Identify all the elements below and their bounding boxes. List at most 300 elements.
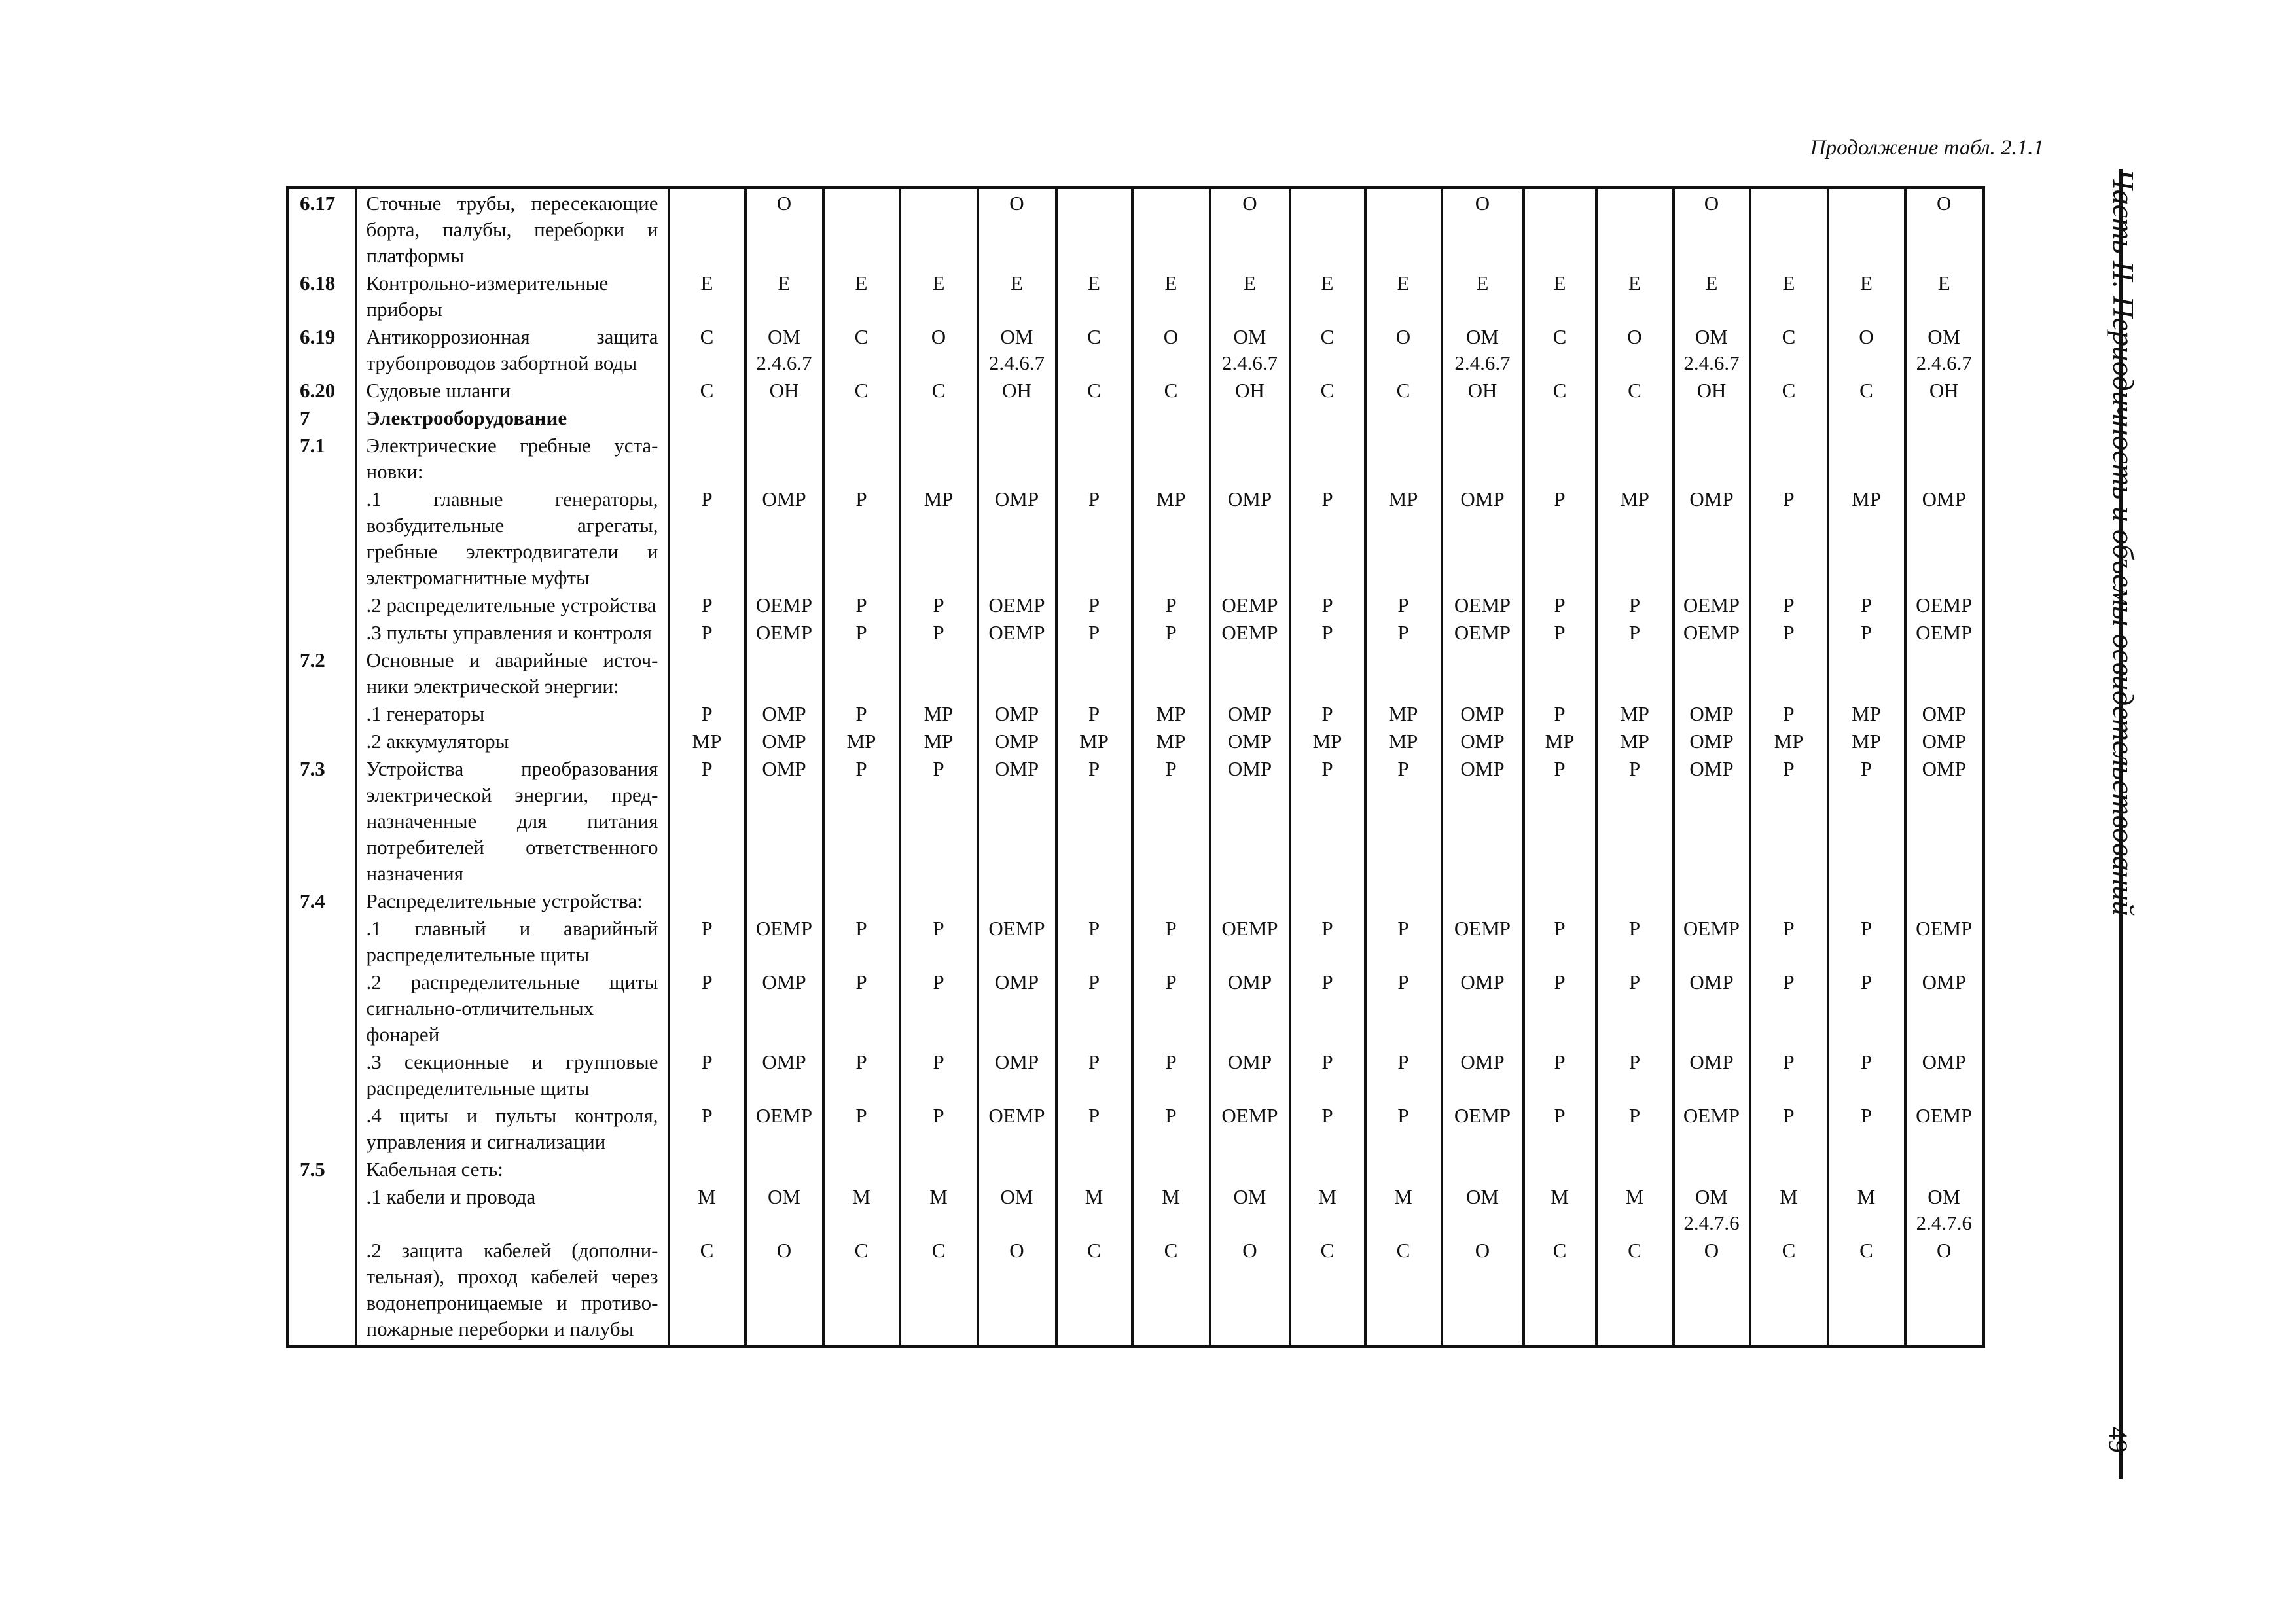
survey-code-cell: Е <box>1524 269 1596 323</box>
row-name: Контрольно-измерительные приборы <box>356 269 669 323</box>
survey-code-cell: С <box>1750 323 1828 376</box>
table-row <box>288 1236 1984 1347</box>
survey-code-cell <box>1132 1155 1210 1183</box>
survey-code-cell: С <box>669 1236 745 1347</box>
row-name: .1 кабели и провода <box>356 1183 669 1236</box>
survey-code-cell: МР <box>1056 727 1132 755</box>
survey-code-cell <box>1442 1155 1524 1183</box>
survey-code-cell: Р <box>1596 968 1674 1048</box>
row-name: Устройства преобразования электрической энергии, предназначенные для питания потребителей ответственного назначения <box>356 755 669 887</box>
row-number <box>288 1183 356 1236</box>
survey-code-cell: С <box>1596 376 1674 404</box>
survey-code-cell: Е <box>1290 269 1365 323</box>
survey-code-cell <box>1365 887 1442 914</box>
survey-code-cell: Р <box>1056 700 1132 727</box>
table-row <box>288 591 1984 618</box>
survey-code-cell: Р <box>1365 968 1442 1048</box>
row-number: 6.18 <box>288 269 356 323</box>
survey-code-cell: ОМ 2.4.6.7 <box>745 323 823 376</box>
survey-code-cell <box>1210 646 1290 700</box>
survey-code-cell <box>1132 887 1210 914</box>
survey-code-cell: М <box>1056 1183 1132 1236</box>
survey-code-cell <box>1442 404 1524 431</box>
survey-code-cell: ОМР <box>1442 755 1524 887</box>
table-row <box>288 914 1984 968</box>
row-number <box>288 968 356 1048</box>
survey-code-cell: ОЕМР <box>1442 591 1524 618</box>
survey-code-cell <box>1596 188 1674 270</box>
survey-code-cell: М <box>1132 1183 1210 1236</box>
survey-code-cell <box>1596 1155 1674 1183</box>
survey-code-cell: Р <box>669 1048 745 1101</box>
survey-code-cell: Р <box>1524 618 1596 646</box>
survey-code-cell: Р <box>823 755 900 887</box>
survey-code-cell: Р <box>1290 485 1365 591</box>
survey-code-cell: ОЕМР <box>745 618 823 646</box>
survey-code-cell: ОМР <box>1210 727 1290 755</box>
survey-code-cell: С <box>1524 1236 1596 1347</box>
survey-code-cell: ОМР <box>1442 1048 1524 1101</box>
survey-code-cell: О <box>1828 323 1905 376</box>
survey-code-cell <box>745 431 823 485</box>
survey-code-cell: Р <box>1132 1048 1210 1101</box>
survey-code-cell <box>1905 1155 1984 1183</box>
survey-code-cell: Е <box>1210 269 1290 323</box>
survey-code-cell: Р <box>1750 1048 1828 1101</box>
survey-code-cell: Р <box>1056 755 1132 887</box>
survey-code-cell: ОМР <box>1442 700 1524 727</box>
survey-code-cell <box>669 431 745 485</box>
table-row <box>288 700 1984 727</box>
survey-code-cell <box>1596 646 1674 700</box>
row-name: Электрические гребные установки: <box>356 431 669 485</box>
row-number: 7 <box>288 404 356 431</box>
survey-code-cell: Р <box>669 755 745 887</box>
survey-code-cell: ОЕМР <box>1674 914 1750 968</box>
survey-code-cell: Р <box>1828 755 1905 887</box>
survey-code-cell: ОМР <box>978 968 1056 1048</box>
survey-code-cell <box>900 431 978 485</box>
survey-code-cell: Р <box>823 700 900 727</box>
survey-scope-table <box>286 186 1985 1348</box>
survey-code-cell <box>1674 887 1750 914</box>
survey-code-cell <box>1365 646 1442 700</box>
survey-code-cell: Р <box>1056 1048 1132 1101</box>
survey-code-cell: ОЕМР <box>1674 618 1750 646</box>
survey-code-cell: Р <box>1132 755 1210 887</box>
survey-code-cell: ОЕМР <box>1674 591 1750 618</box>
survey-code-cell <box>1750 188 1828 270</box>
row-name: .3 пульты управления и контроля <box>356 618 669 646</box>
survey-code-cell: ОМ 2.4.7.6 <box>1905 1183 1984 1236</box>
survey-code-cell: Е <box>1365 269 1442 323</box>
table-continuation-caption: Продолжение табл. 2.1.1 <box>1810 136 2044 160</box>
table-row <box>288 887 1984 914</box>
survey-code-cell <box>900 188 978 270</box>
survey-code-cell: Р <box>1056 591 1132 618</box>
survey-code-cell: Р <box>900 591 978 618</box>
survey-code-cell: Р <box>823 485 900 591</box>
survey-code-cell <box>1674 646 1750 700</box>
survey-code-cell: Е <box>900 269 978 323</box>
table-row <box>288 323 1984 376</box>
survey-code-cell <box>1290 887 1365 914</box>
survey-code-cell <box>978 404 1056 431</box>
survey-code-cell: Р <box>1524 968 1596 1048</box>
survey-code-cell: Р <box>1132 618 1210 646</box>
survey-code-cell: С <box>669 323 745 376</box>
row-name: .2 распределительные щиты сигнально-отличительных фонарей <box>356 968 669 1048</box>
survey-code-cell: Р <box>1828 1048 1905 1101</box>
survey-code-cell: ОЕМР <box>978 618 1056 646</box>
survey-code-cell: Р <box>1056 968 1132 1048</box>
survey-code-cell: ОМР <box>745 700 823 727</box>
survey-code-cell: ОЕМР <box>1905 1101 1984 1155</box>
survey-code-cell: Р <box>823 1101 900 1155</box>
survey-code-cell: М <box>669 1183 745 1236</box>
table-row <box>288 1048 1984 1101</box>
survey-code-cell: Р <box>1290 968 1365 1048</box>
survey-code-cell <box>1828 188 1905 270</box>
survey-code-cell: ОМР <box>1674 727 1750 755</box>
survey-code-cell: Р <box>1365 591 1442 618</box>
survey-code-cell: ОЕМР <box>1442 914 1524 968</box>
survey-code-cell <box>745 1155 823 1183</box>
survey-code-cell: М <box>823 1183 900 1236</box>
survey-code-cell <box>1056 1155 1132 1183</box>
table-row <box>288 431 1984 485</box>
survey-code-cell: С <box>1365 1236 1442 1347</box>
row-name: .2 защита кабелей (дополнительная), проход кабелей через водонепроницаемые и противопожарные переборки и палубы <box>356 1236 669 1347</box>
survey-code-cell <box>1674 431 1750 485</box>
survey-code-cell: ОЕМР <box>1905 591 1984 618</box>
survey-code-cell: ОМР <box>1210 700 1290 727</box>
survey-code-cell: С <box>1750 376 1828 404</box>
survey-code-cell <box>1442 431 1524 485</box>
survey-code-cell <box>1210 404 1290 431</box>
survey-code-cell: О <box>1905 1236 1984 1347</box>
survey-code-cell: ОМ <box>1210 1183 1290 1236</box>
survey-code-cell: МР <box>669 727 745 755</box>
survey-code-cell <box>1828 1155 1905 1183</box>
survey-code-cell: ОМ <box>1442 1183 1524 1236</box>
survey-code-cell <box>1905 431 1984 485</box>
survey-code-cell <box>1674 404 1750 431</box>
survey-code-cell: Р <box>1596 618 1674 646</box>
row-name: .3 секционные и групповые распределительные щиты <box>356 1048 669 1101</box>
survey-code-cell: ОЕМР <box>1905 914 1984 968</box>
survey-code-cell: О <box>900 323 978 376</box>
survey-code-cell: ОМ 2.4.6.7 <box>1905 323 1984 376</box>
survey-code-cell: ОМ <box>745 1183 823 1236</box>
survey-code-cell: Е <box>978 269 1056 323</box>
survey-code-cell: Р <box>823 591 900 618</box>
survey-code-cell: ОМР <box>1210 968 1290 1048</box>
survey-code-cell: ОМР <box>1674 485 1750 591</box>
survey-code-cell: О <box>1210 188 1290 270</box>
survey-code-cell: ОМР <box>978 1048 1056 1101</box>
survey-code-cell: ОЕМР <box>745 914 823 968</box>
survey-code-cell: С <box>1056 1236 1132 1347</box>
survey-code-cell: МР <box>1290 727 1365 755</box>
survey-code-cell: ОМР <box>745 968 823 1048</box>
survey-code-cell <box>823 887 900 914</box>
survey-code-cell <box>1828 646 1905 700</box>
survey-code-cell: О <box>978 1236 1056 1347</box>
survey-code-cell <box>1596 404 1674 431</box>
survey-code-cell <box>1750 404 1828 431</box>
survey-code-cell <box>1524 404 1596 431</box>
survey-code-cell: М <box>1828 1183 1905 1236</box>
table-row <box>288 485 1984 591</box>
survey-code-cell: С <box>1056 323 1132 376</box>
survey-code-cell <box>745 887 823 914</box>
survey-code-cell <box>1056 404 1132 431</box>
survey-code-cell: С <box>900 1236 978 1347</box>
survey-code-cell: Р <box>900 1101 978 1155</box>
survey-code-cell <box>1210 431 1290 485</box>
survey-code-cell: Р <box>1290 1048 1365 1101</box>
survey-code-cell: МР <box>1596 485 1674 591</box>
survey-code-cell <box>1524 646 1596 700</box>
survey-code-cell: ОЕМР <box>1210 591 1290 618</box>
survey-code-cell: О <box>978 188 1056 270</box>
survey-code-cell: ОМР <box>1674 1048 1750 1101</box>
survey-code-cell: ОЕМР <box>1442 1101 1524 1155</box>
survey-code-cell: М <box>1365 1183 1442 1236</box>
survey-code-cell: МР <box>1132 727 1210 755</box>
row-number <box>288 914 356 968</box>
survey-code-cell: ОМ 2.4.6.7 <box>1674 323 1750 376</box>
survey-code-cell: ОН <box>1442 376 1524 404</box>
survey-code-cell <box>745 404 823 431</box>
survey-code-cell: ОМР <box>1210 755 1290 887</box>
survey-code-cell <box>900 1155 978 1183</box>
survey-code-cell <box>1132 404 1210 431</box>
survey-code-cell: Р <box>1056 618 1132 646</box>
survey-code-cell: Е <box>1750 269 1828 323</box>
survey-code-cell <box>1750 646 1828 700</box>
survey-code-cell <box>1524 188 1596 270</box>
survey-code-cell: О <box>1365 323 1442 376</box>
survey-code-cell: ОМР <box>978 485 1056 591</box>
survey-code-cell: Р <box>900 914 978 968</box>
survey-code-cell: ОН <box>1905 376 1984 404</box>
survey-code-cell: ОМР <box>1210 1048 1290 1101</box>
survey-code-cell <box>978 431 1056 485</box>
survey-code-cell: Р <box>669 485 745 591</box>
row-number <box>288 1048 356 1101</box>
survey-code-cell: Р <box>823 618 900 646</box>
survey-code-cell: Р <box>1056 485 1132 591</box>
survey-code-cell <box>1828 431 1905 485</box>
survey-code-cell: О <box>745 188 823 270</box>
survey-code-cell: Е <box>1828 269 1905 323</box>
survey-code-cell <box>1524 431 1596 485</box>
survey-code-cell <box>1365 404 1442 431</box>
survey-code-cell <box>978 887 1056 914</box>
survey-code-cell: МР <box>1365 700 1442 727</box>
survey-code-cell: Р <box>1524 1101 1596 1155</box>
row-number: 6.20 <box>288 376 356 404</box>
survey-code-cell <box>1056 887 1132 914</box>
survey-code-cell: Р <box>1828 1101 1905 1155</box>
survey-code-cell: Р <box>1750 755 1828 887</box>
survey-code-cell: Р <box>1132 914 1210 968</box>
survey-code-cell: Р <box>1750 591 1828 618</box>
survey-code-cell: С <box>1365 376 1442 404</box>
survey-code-cell <box>1905 646 1984 700</box>
survey-code-cell <box>978 646 1056 700</box>
survey-code-cell <box>1905 887 1984 914</box>
survey-code-cell <box>1905 404 1984 431</box>
survey-code-cell: Е <box>823 269 900 323</box>
survey-code-cell <box>669 646 745 700</box>
row-number <box>288 727 356 755</box>
survey-code-cell: С <box>823 1236 900 1347</box>
survey-code-cell: Р <box>1524 700 1596 727</box>
row-number: 7.4 <box>288 887 356 914</box>
part-title-vertical: Часть II. Периодичность и объемы освидетельствований <box>2107 169 2140 916</box>
survey-code-cell: Р <box>900 755 978 887</box>
survey-code-cell: Р <box>1365 1101 1442 1155</box>
table-row <box>288 188 1984 270</box>
row-number: 6.17 <box>288 188 356 270</box>
survey-code-cell: МР <box>900 727 978 755</box>
survey-code-cell <box>1524 1155 1596 1183</box>
survey-code-cell: Р <box>1596 1101 1674 1155</box>
survey-code-cell: ОМР <box>1442 485 1524 591</box>
survey-code-cell: Р <box>1596 1048 1674 1101</box>
survey-code-cell: Р <box>1524 914 1596 968</box>
survey-code-cell: Р <box>1524 1048 1596 1101</box>
survey-code-cell: ОН <box>1210 376 1290 404</box>
row-number: 6.19 <box>288 323 356 376</box>
survey-code-cell <box>745 646 823 700</box>
row-name: Антикоррозионная защита трубопроводов забортной воды <box>356 323 669 376</box>
survey-code-cell: Р <box>1290 700 1365 727</box>
survey-code-cell: МР <box>1132 485 1210 591</box>
survey-code-cell: ОМР <box>1905 485 1984 591</box>
survey-code-cell: Р <box>1524 591 1596 618</box>
survey-code-cell: ОЕМР <box>1210 1101 1290 1155</box>
survey-code-cell <box>669 404 745 431</box>
survey-code-cell: Р <box>823 968 900 1048</box>
page-number: 49 <box>2104 1427 2133 1453</box>
survey-code-cell: Р <box>823 914 900 968</box>
row-name: Кабельная сеть: <box>356 1155 669 1183</box>
survey-code-cell: МР <box>1524 727 1596 755</box>
survey-code-cell: ОМР <box>1674 755 1750 887</box>
survey-code-cell: Р <box>1290 1101 1365 1155</box>
table-row <box>288 727 1984 755</box>
survey-code-cell: О <box>1210 1236 1290 1347</box>
survey-code-cell: Р <box>1056 914 1132 968</box>
survey-code-cell: М <box>1290 1183 1365 1236</box>
survey-code-cell: ОМР <box>1442 727 1524 755</box>
survey-code-cell: ОЕМР <box>978 591 1056 618</box>
survey-code-cell <box>1210 1155 1290 1183</box>
survey-code-cell <box>1365 431 1442 485</box>
survey-code-cell <box>823 646 900 700</box>
table-row <box>288 376 1984 404</box>
table-row <box>288 1183 1984 1236</box>
survey-code-cell <box>1132 188 1210 270</box>
survey-code-cell: Е <box>1056 269 1132 323</box>
survey-code-cell <box>669 887 745 914</box>
survey-code-cell: С <box>669 376 745 404</box>
row-name: Сточные трубы, пересекающие борта, палубы, переборки и платформы <box>356 188 669 270</box>
survey-code-cell: Р <box>1365 618 1442 646</box>
survey-code-cell: Р <box>669 968 745 1048</box>
table-row <box>288 618 1984 646</box>
row-name: .1 генераторы <box>356 700 669 727</box>
survey-code-cell: Р <box>669 618 745 646</box>
survey-code-cell: Р <box>1750 1101 1828 1155</box>
survey-code-cell: ОМР <box>1905 1048 1984 1101</box>
survey-code-cell: ОМР <box>1905 700 1984 727</box>
survey-code-cell: ОЕМР <box>745 1101 823 1155</box>
survey-code-cell: С <box>1524 376 1596 404</box>
survey-code-cell: С <box>823 323 900 376</box>
row-number: 7.1 <box>288 431 356 485</box>
survey-code-cell: ОЕМР <box>745 591 823 618</box>
survey-code-cell: Р <box>669 591 745 618</box>
survey-code-cell: Р <box>669 700 745 727</box>
survey-code-cell: Р <box>1750 618 1828 646</box>
survey-code-cell: Р <box>1524 485 1596 591</box>
survey-code-cell: Е <box>745 269 823 323</box>
survey-code-cell: МР <box>1596 727 1674 755</box>
survey-code-cell <box>1290 646 1365 700</box>
survey-code-cell: Р <box>1750 968 1828 1048</box>
survey-code-cell <box>1132 646 1210 700</box>
survey-code-cell: Р <box>1750 485 1828 591</box>
survey-code-cell <box>1056 188 1132 270</box>
survey-code-cell: Р <box>823 1048 900 1101</box>
survey-code-cell: Р <box>1056 1101 1132 1155</box>
survey-code-cell: О <box>1674 1236 1750 1347</box>
survey-code-cell: Р <box>900 1048 978 1101</box>
survey-code-cell: ОЕМР <box>978 914 1056 968</box>
survey-code-cell: Е <box>1596 269 1674 323</box>
row-number: 7.3 <box>288 755 356 887</box>
survey-code-cell: Е <box>1674 269 1750 323</box>
survey-code-cell: С <box>900 376 978 404</box>
survey-code-cell: ОЕМР <box>1674 1101 1750 1155</box>
survey-code-cell: Е <box>1905 269 1984 323</box>
survey-code-cell <box>1524 887 1596 914</box>
survey-code-cell <box>978 1155 1056 1183</box>
survey-code-cell: С <box>1524 323 1596 376</box>
survey-code-cell <box>823 188 900 270</box>
survey-code-cell: М <box>1524 1183 1596 1236</box>
survey-code-cell: Р <box>1828 618 1905 646</box>
survey-code-cell: Р <box>1596 755 1674 887</box>
survey-code-cell: ОМР <box>1210 485 1290 591</box>
survey-code-cell <box>1290 1155 1365 1183</box>
survey-code-cell: МР <box>1828 700 1905 727</box>
row-name: .2 распределительные устройства <box>356 591 669 618</box>
survey-code-cell: МР <box>1365 485 1442 591</box>
survey-code-cell: С <box>1056 376 1132 404</box>
survey-code-cell: Р <box>1596 914 1674 968</box>
survey-code-cell: С <box>1750 1236 1828 1347</box>
survey-code-cell: ОМР <box>745 727 823 755</box>
survey-code-cell: ОМ 2.4.6.7 <box>978 323 1056 376</box>
survey-code-cell: ОМР <box>1905 755 1984 887</box>
survey-code-cell: Р <box>1290 591 1365 618</box>
